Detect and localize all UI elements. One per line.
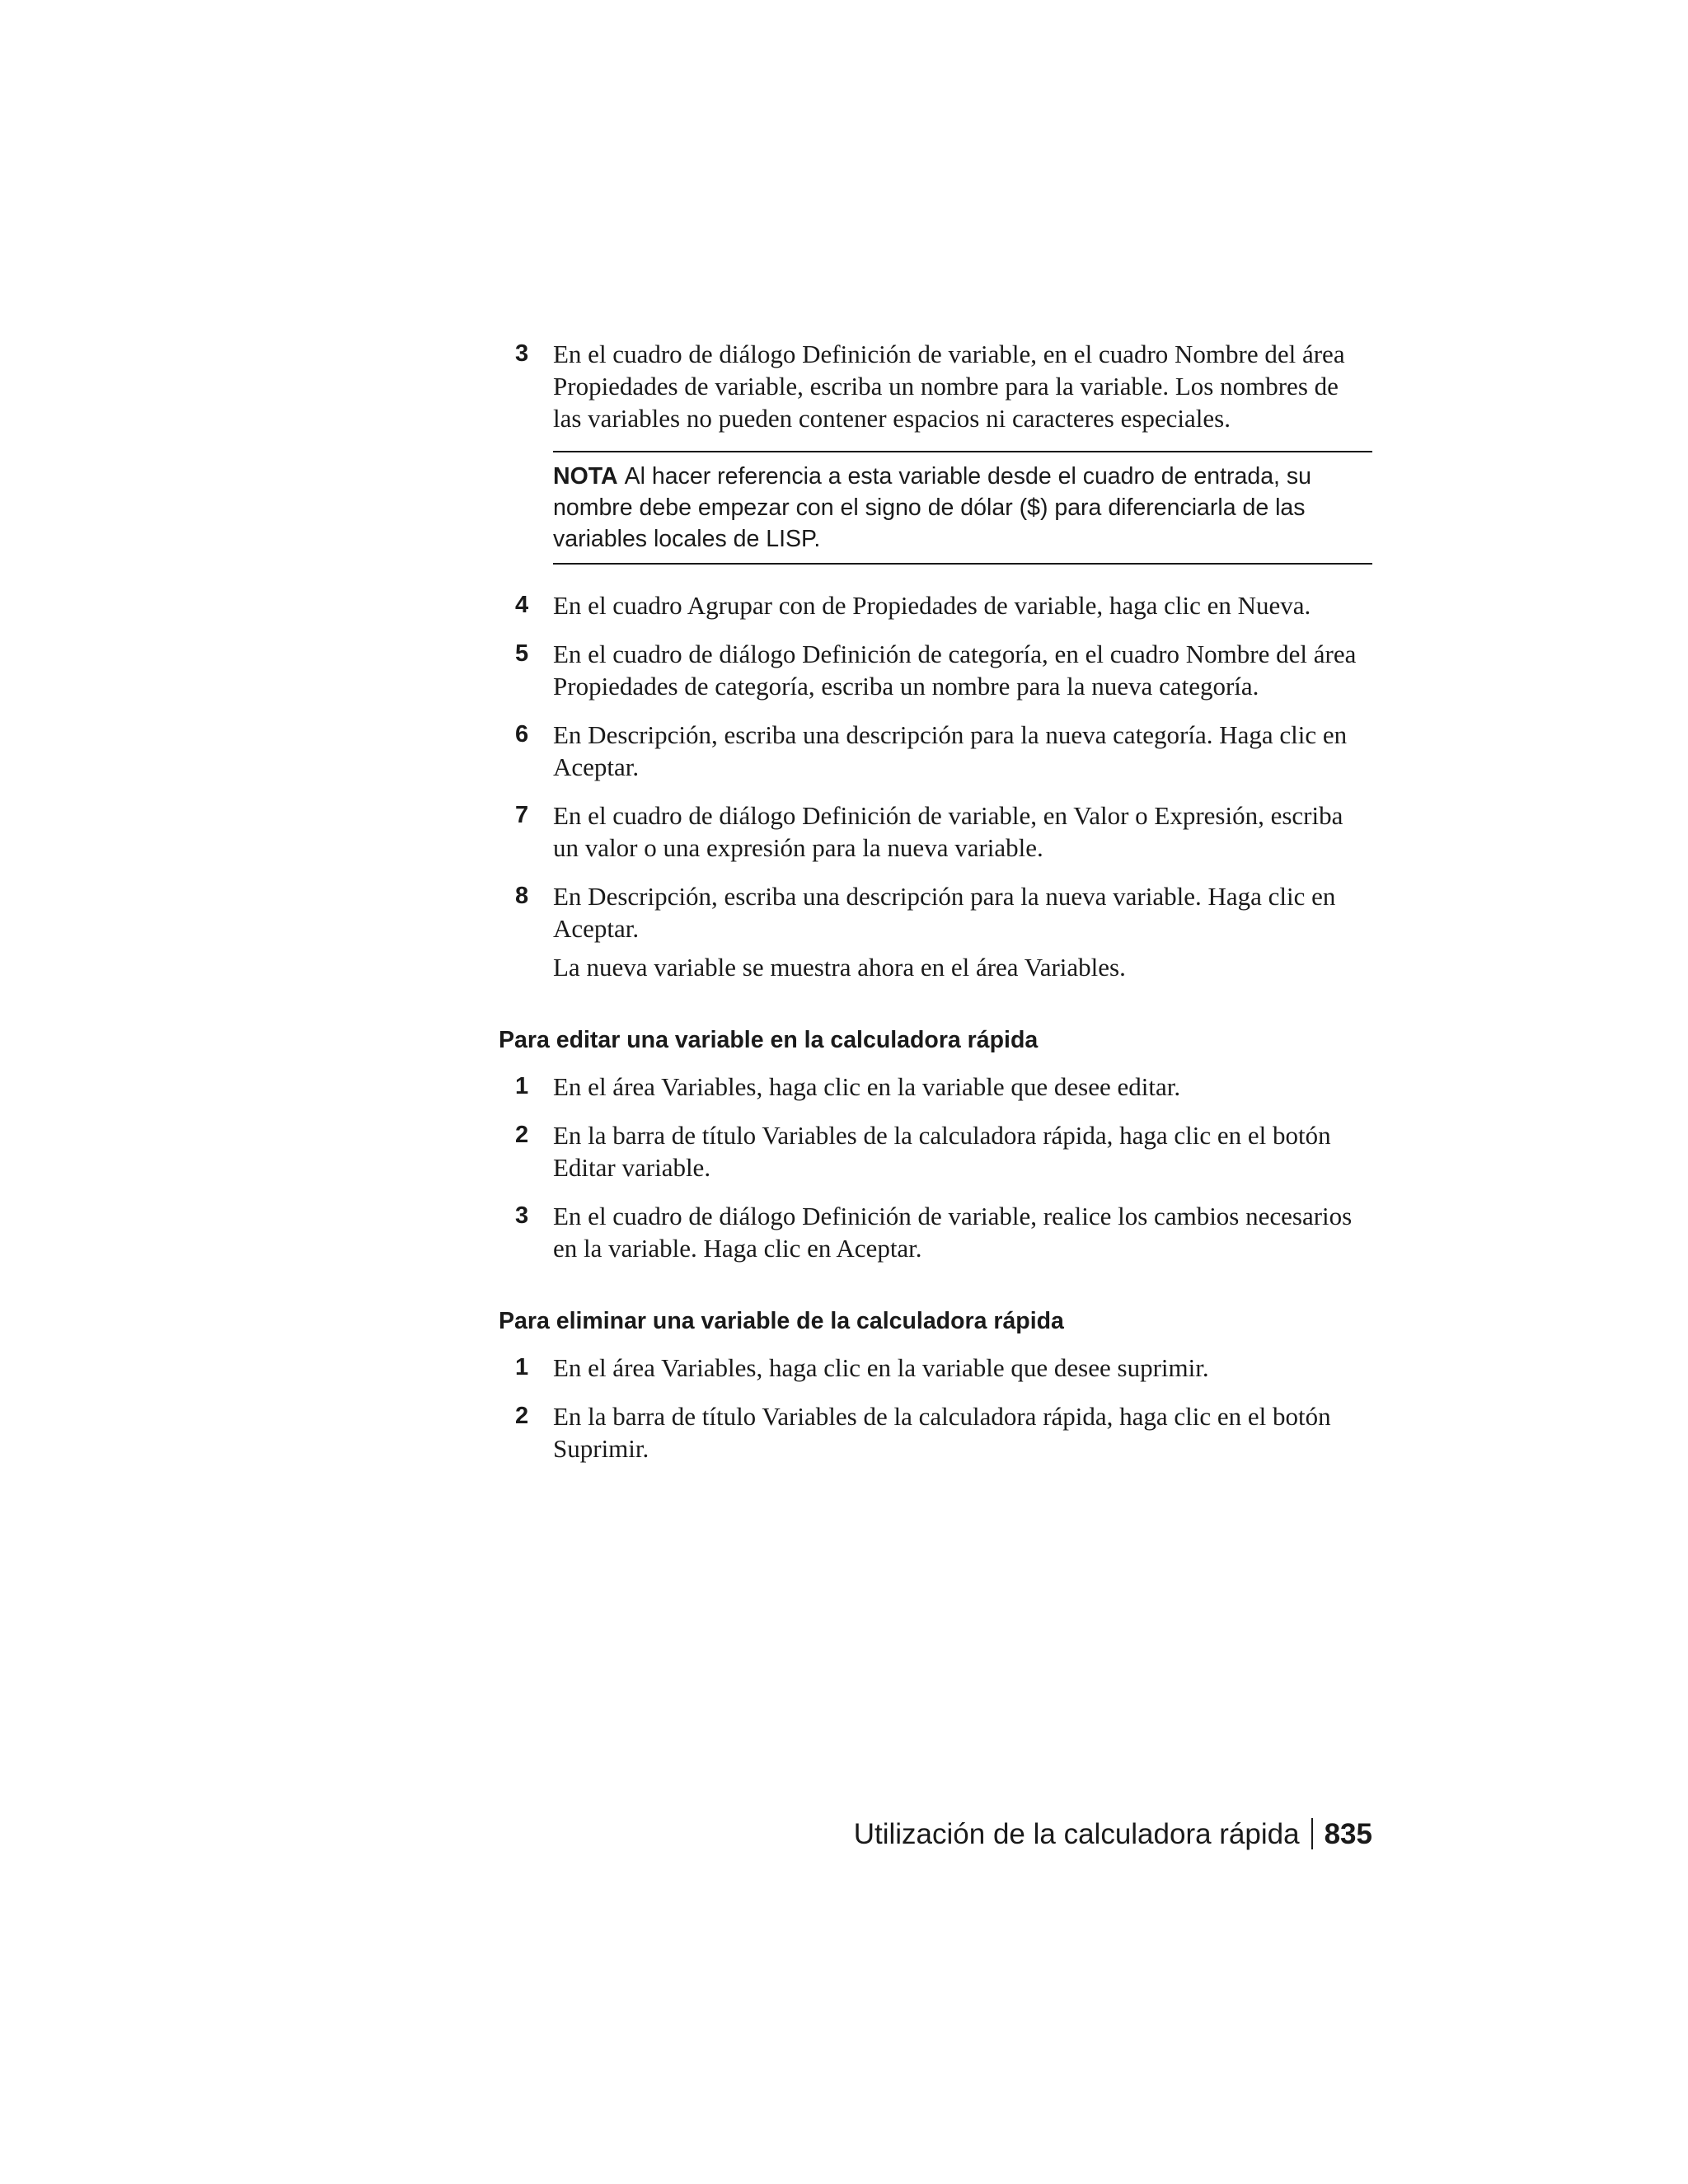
step-number: 3 (515, 1202, 529, 1229)
step-item (499, 880, 1372, 983)
step-item (499, 1071, 1372, 1103)
step-item (499, 1119, 1372, 1183)
footer-separator (1311, 1818, 1313, 1849)
step-number: 6 (515, 721, 529, 748)
step-number: 2 (515, 1403, 529, 1429)
step-item (499, 638, 1372, 702)
step-text: En el cuadro de diálogo Definición de categoría, en el cuadro Nombre del área Propiedades de categoría, escriba un nombre para la nueva categoría. (553, 640, 1357, 701)
section-heading-delete: Para eliminar una variable de la calculadora rápida (499, 1308, 1064, 1334)
step-text: En el cuadro de diálogo Definición de variable, realice los cambios necesarios en la variable. Haga clic en Aceptar. (553, 1202, 1353, 1263)
step-number: 1 (515, 1073, 529, 1099)
page-number: 835 (1324, 1818, 1372, 1850)
step-item (499, 338, 1372, 434)
page-content (499, 338, 1372, 1481)
step-number: 5 (515, 640, 529, 667)
step-text: En el área Variables, haga clic en la variable que desee editar. (553, 1072, 1181, 1101)
note-box (553, 451, 1372, 565)
note-text: Al hacer referencia a esta variable desde el cuadro de entrada, su nombre debe empezar con el signo de dólar ($) para diferenciarla de las variables locales de LISP. (553, 463, 1311, 552)
step-text: En la barra de título Variables de la calculadora rápida, haga clic en el botón Editar variable. (553, 1121, 1331, 1182)
step-item (499, 1200, 1372, 1264)
page-footer (854, 1816, 1372, 1853)
footer-title: Utilización de la calculadora rápida (853, 1818, 1300, 1850)
step-text: En Descripción, escriba una descripción para la nueva variable. Haga clic en Aceptar. (553, 882, 1336, 943)
step-number: 3 (515, 340, 529, 367)
step-text: En el cuadro de diálogo Definición de variable, en el cuadro Nombre del área Propiedades de variable, escriba un nombre para la variable. Los nombres de las variables no pueden contener espacios ni caracteres especiales. (553, 340, 1345, 433)
step-item (499, 589, 1372, 621)
step-text: En Descripción, escriba una descripción para la nueva categoría. Haga clic en Aceptar. (553, 720, 1348, 781)
step-text: En el cuadro Agrupar con de Propiedades de variable, haga clic en Nueva. (553, 591, 1311, 620)
step-result-text: La nueva variable se muestra ahora en el área Variables. (553, 953, 1126, 982)
step-item (499, 799, 1372, 864)
step-number: 7 (515, 802, 529, 828)
step-number: 1 (515, 1354, 529, 1380)
step-item (499, 719, 1372, 783)
step-item (499, 1400, 1372, 1465)
note-label: NOTA (553, 463, 618, 490)
step-item (499, 1352, 1372, 1384)
step-number: 2 (515, 1122, 529, 1148)
step-text: En el área Variables, haga clic en la variable que desee suprimir. (553, 1353, 1209, 1382)
step-number: 4 (515, 592, 529, 618)
step-number: 8 (515, 883, 529, 909)
section-heading-edit: Para editar una variable en la calculadora rápida (499, 1027, 1039, 1053)
step-text: En el cuadro de diálogo Definición de variable, en Valor o Expresión, escriba un valor o una expresión para la nueva variable. (553, 801, 1343, 862)
step-text: En la barra de título Variables de la calculadora rápida, haga clic en el botón Suprimir. (553, 1402, 1331, 1463)
